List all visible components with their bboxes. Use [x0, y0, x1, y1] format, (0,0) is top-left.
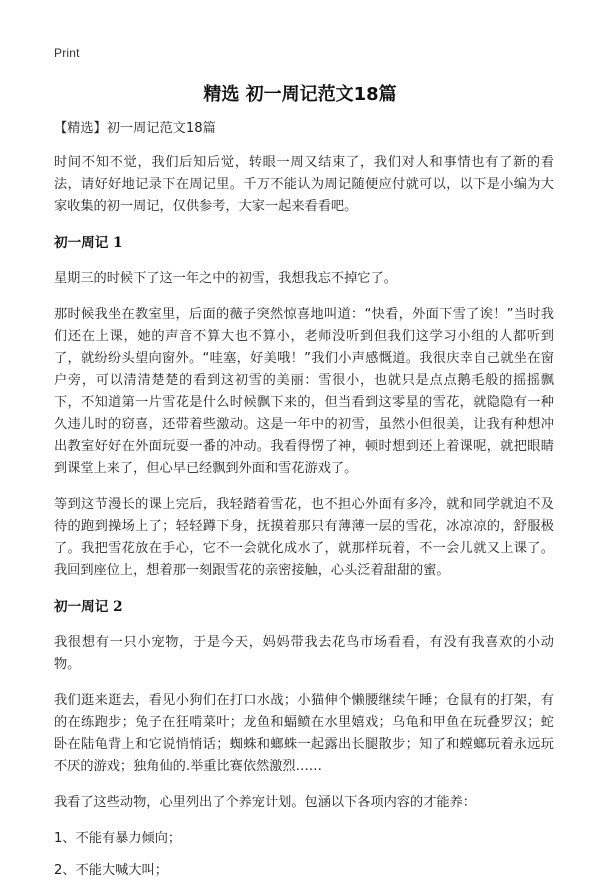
section-paragraph: 我很想有一只小宠物，于是今天，妈妈带我去花鸟市场看看，有没有我喜欢的小动物。 — [54, 635, 554, 672]
list-item: 1、不能有暴力倾向； — [54, 831, 182, 846]
section-heading: 初一周记 2 — [54, 599, 123, 615]
section-heading: 初一周记 1 — [54, 235, 123, 251]
list-item: 2、不能大喊大叫； — [54, 863, 168, 878]
section-paragraph: 我看了这些动物，心里列出了个养宠计划。包涵以下各项内容的才能养： — [54, 795, 476, 810]
section-paragraph: 等到这节漫长的课上完后，我轻踏着雪花，也不担心外面有多冷，就和同学就迫不及待的跑到操场上了；轻轻蹲下身，抚摸着那只有薄薄一层的雪花，冰凉凉的，舒服极了。我把雪花放在手心，它不一会就化成水了，就那样玩着，不一会儿就又上课了。我回到座位上，想着那一刻跟雪花的亲密接触，心头泛着甜甜的蜜。 — [54, 497, 554, 578]
print-link[interactable]: Print — [54, 46, 80, 60]
section-paragraph: 星期三的时候下了这一年之中的初雪，我想我忘不掉它了。 — [54, 271, 397, 286]
document-body — [54, 118, 554, 892]
document-subtitle: 【精选】初一周记范文18篇 — [54, 121, 216, 136]
intro-paragraph: 时间不知不觉，我们后知后觉，转眼一周又结束了，我们对人和事情也有了新的看法，请好好地记录下在周记里。千万不能认为周记随便应付就可以，以下是小编为大家收集的初一周记，仅供参考，大家一起来看看吧。 — [54, 155, 554, 214]
section-paragraph: 我们逛来逛去，看见小狗们在打口水战；小猫伸个懒腰继续午睡；仓鼠有的打架，有的在练跑步；兔子在狂啃菜叶；龙鱼和蝠鲼在水里嬉戏；乌龟和甲鱼在玩叠罗汉；蛇卧在陆龟背上和它说悄悄话；蜘蛛和螂蛛一起露出长腿散步；知了和螳螂玩着永远玩不厌的游戏；独角仙的.举重比赛依然激烈…… — [54, 693, 554, 774]
page-title: 精选 初一周记范文18篇 — [203, 84, 397, 105]
section-paragraph: 那时候我坐在教室里，后面的薇子突然惊喜地叫道：“快看，外面下雪了诶！”当时我们还在上课，她的声音不算大也不算小，老师没听到但我们这学习小组的人都听到了，就纷纷头望向窗外。“哇塞，好美哦！”我们小声感慨道。我很庆幸自己就坐在窗户旁，可以清清楚楚的看到这初雪的美丽：雪很小，也就只是点点鹅毛般的摇摇飘下，不知道第一片雪花是什么时候飘下来的，但当看到这零星的雪花，就隐隐有一种久违儿时的窃喜，还带着些激动。这是一年中的初雪，虽然小但很美，让我有种想冲出教室好好在外面玩耍一番的冲动。我看得愣了神，顿时想到还上着课呢，就把眼睛到课堂上来了，但心早已经飘到外面和雪花游戏了。 — [54, 307, 554, 476]
